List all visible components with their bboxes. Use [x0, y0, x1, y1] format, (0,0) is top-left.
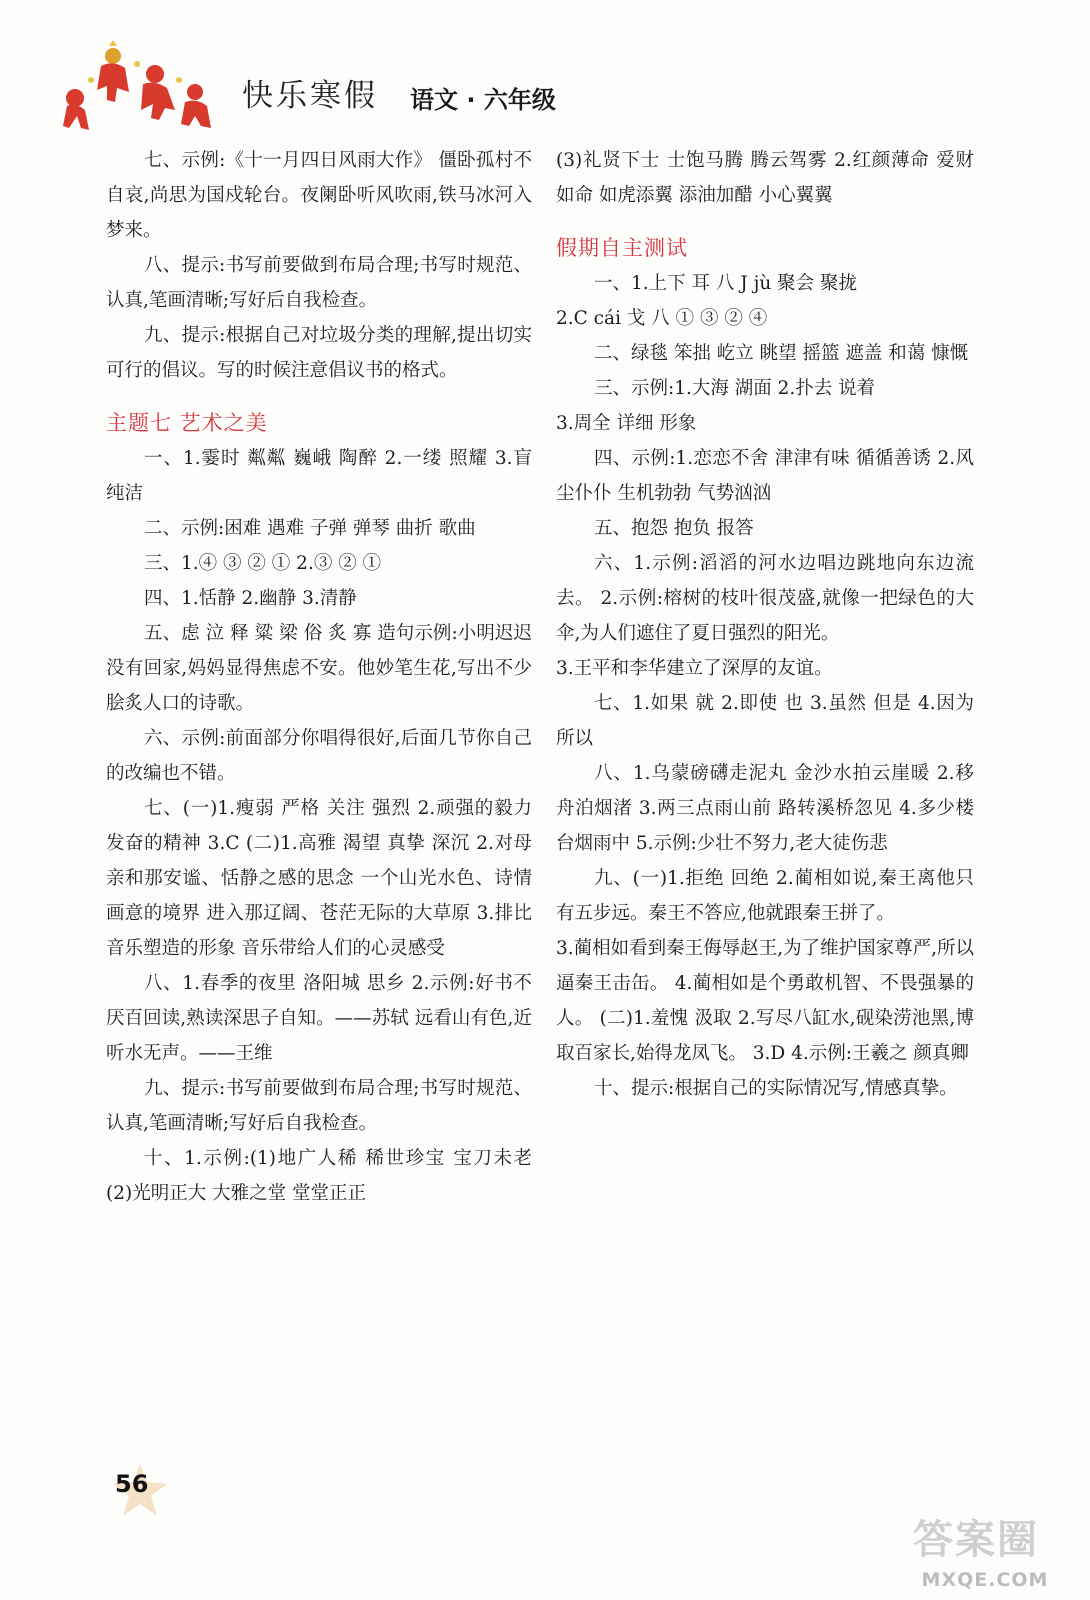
answer-paragraph: 四、1.恬静 2.幽静 3.清静: [144, 588, 357, 609]
answer-paragraph: 十、1.示例:(1)地广人稀 稀世珍宝 宝刀未老 (2)光明正大 大雅之堂 堂堂正正: [106, 1148, 532, 1204]
answer-paragraph: 3.周全 详细 形象: [556, 413, 697, 434]
answer-paragraph: 五、虑 泣 释 粱 梁 俗 炙 寡 造句示例:小明迟迟没有回家,妈妈显得焦虑不安。他妙笔生花,写出不少脍炙人口的诗歌。: [106, 623, 532, 714]
answer-paragraph: 七、示例:《十一月四日风雨大作》 僵卧孤村不自哀,尚思为国戍轮台。夜阑卧听风吹雨,铁马冰河入梦来。: [106, 150, 532, 241]
page-number: 56: [115, 1470, 149, 1498]
answer-paragraph: 七、1.如果 就 2.即使 也 3.虽然 但是 4.因为 所以: [556, 693, 974, 749]
subject-grade-label: 语文 · 六年级: [410, 86, 556, 114]
answer-paragraph: 九、(一)1.拒绝 回绝 2.蔺相如说,秦王离他只有五步远。秦王不答应,他就跟秦王拼了。: [556, 868, 974, 924]
section-heading: 主题七 艺术之美: [106, 411, 268, 435]
watermark: [905, 1508, 1065, 1593]
watermark-logo: 答案圈: [913, 1517, 1039, 1563]
answer-paragraph: 十、提示:根据自己的实际情况写,情感真挚。: [594, 1078, 958, 1099]
answer-paragraph: 3.王平和李华建立了深厚的友谊。: [556, 658, 833, 679]
answer-paragraph: 三、1.④ ③ ② ① 2.③ ② ①: [144, 553, 382, 574]
answer-paragraph: (3)礼贤下士 士饱马腾 腾云驾雾 2.红颜薄命 爱财如命 如虎添翼 添油加醋 小心翼翼: [556, 150, 974, 206]
right-answer-column: [556, 143, 974, 1106]
answer-paragraph: 九、提示:书写前要做到布局合理;书写时规范、认真,笔画清晰;写好后自我检查。: [106, 1078, 532, 1134]
answer-paragraph: 八、提示:书写前要做到布局合理;书写时规范、认真,笔画清晰;写好后自我检查。: [106, 255, 532, 311]
answer-paragraph: 六、示例:前面部分你唱得很好,后面几节你自己的改编也不错。: [106, 728, 532, 784]
page-number-badge: [105, 1462, 175, 1520]
answer-paragraph: 2.C cái 戈 八 ① ③ ② ④: [556, 308, 768, 329]
answer-paragraph: 八、1.春季的夜里 洛阳城 思乡 2.示例:好书不厌百回读,熟读深思子自知。——苏轼 远看山有色,近听水无声。——王维: [106, 973, 532, 1064]
answer-paragraph: 二、示例:困难 遇难 子弹 弹琴 曲折 歌曲: [144, 518, 476, 539]
answer-paragraph: 三、示例:1.大海 湖面 2.扑去 说着: [594, 378, 876, 399]
answer-paragraph: 七、(一)1.瘦弱 严格 关注 强烈 2.顽强的毅力 发奋的精神 3.C (二)1.高雅 渴望 真挚 深沉 2.对母亲和那安谧、恬静之感的思念 一个山光水色、诗情画意的境界 进入那辽阔、苍茫无际的大草原 3.排比 音乐塑造的形象 音乐带给人们的心灵感受: [106, 798, 532, 959]
answer-paragraph: 九、提示:根据自己对垃圾分类的理解,提出切实可行的倡议。写的时候注意倡议书的格式。: [106, 325, 532, 381]
answer-paragraph: 八、1.乌蒙磅礴走泥丸 金沙水拍云崖暖 2.移舟泊烟渚 3.两三点雨山前 路转溪桥忽见 4.多少楼台烟雨中 5.示例:少壮不努力,老大徒伤悲: [556, 763, 974, 854]
header-illustration-icon: [55, 40, 220, 135]
book-brand-title: 快乐寒假: [242, 78, 378, 114]
answer-paragraph: 一、1.霎时 粼粼 巍峨 陶醉 2.一缕 照耀 3.盲 纯洁: [106, 448, 532, 504]
answer-paragraph: 六、1.示例:滔滔的河水边唱边跳地向东边流去。 2.示例:榕树的枝叶很茂盛,就像一把绿色的大伞,为人们遮住了夏日强烈的阳光。: [556, 553, 974, 644]
left-answer-column: [106, 143, 532, 1211]
answer-paragraph: 3.蔺相如看到秦王侮辱赵王,为了维护国家尊严,所以逼秦王击缶。 4.蔺相如是个勇敢机智、不畏强暴的人。 (二)1.羞愧 汲取 2.写尽八缸水,砚染涝池黑,博取百家长,始得龙凤飞。 3.D 4.示例:王羲之 颜真卿: [556, 938, 974, 1064]
answer-paragraph: 一、1.上下 耳 八 J jù 聚会 聚拢: [594, 273, 858, 294]
answer-paragraph: 四、示例:1.恋恋不舍 津津有味 循循善诱 2.风尘仆仆 生机勃勃 气势汹汹: [556, 448, 974, 504]
section-heading: 假期自主测试: [556, 236, 688, 260]
watermark-url: MXQE.COM: [921, 1569, 1049, 1591]
answer-paragraph: 五、抱怨 抱负 报答: [594, 518, 754, 539]
answer-paragraph: 二、绿毯 笨拙 屹立 眺望 摇篮 遮盖 和蔼 慷慨: [594, 343, 969, 364]
